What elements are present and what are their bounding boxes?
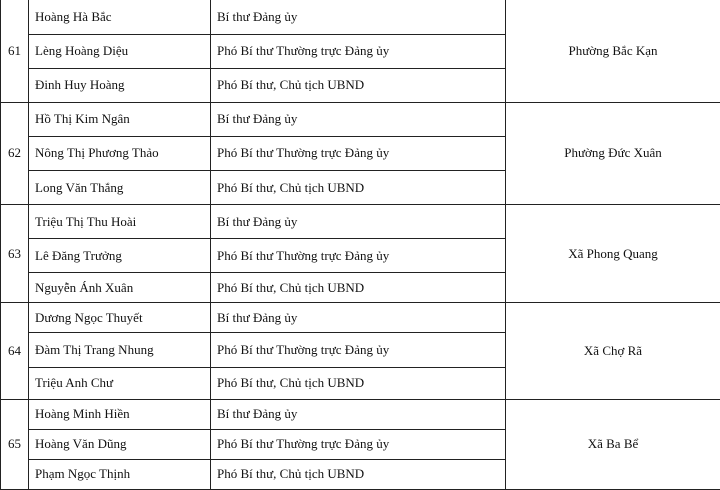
unit-name: Xã Ba Bể — [506, 399, 720, 489]
person-name: Lèng Hoàng Diệu — [29, 34, 211, 68]
table-row — [1, 205, 720, 239]
table-row — [1, 303, 720, 333]
person-position: Phó Bí thư, Chủ tịch UBND — [211, 367, 506, 399]
person-name: Hoàng Minh Hiền — [29, 399, 211, 429]
row-number: 62 — [1, 102, 29, 204]
person-name: Đinh Huy Hoàng — [29, 68, 211, 102]
person-position: Phó Bí thư Thường trực Đảng ủy — [211, 136, 506, 170]
table-row — [1, 399, 720, 429]
person-name: Triệu Thị Thu Hoài — [29, 205, 211, 239]
person-position: Phó Bí thư Thường trực Đảng ủy — [211, 34, 506, 68]
person-position: Phó Bí thư, Chủ tịch UBND — [211, 68, 506, 102]
person-name: Hoàng Văn Dũng — [29, 429, 211, 459]
table-row — [1, 0, 720, 34]
unit-name: Phường Bắc Kạn — [506, 0, 720, 102]
row-number: 61 — [1, 0, 29, 102]
table-row — [1, 102, 720, 136]
person-position: Bí thư Đảng ủy — [211, 102, 506, 136]
person-position: Phó Bí thư Thường trực Đảng ủy — [211, 239, 506, 273]
person-position: Bí thư Đảng ủy — [211, 303, 506, 333]
person-name: Long Văn Thắng — [29, 170, 211, 204]
person-name: Hồ Thị Kim Ngân — [29, 102, 211, 136]
person-name: Nông Thị Phương Thảo — [29, 136, 211, 170]
person-name: Phạm Ngọc Thịnh — [29, 459, 211, 489]
person-position: Bí thư Đảng ủy — [211, 0, 506, 34]
person-position: Bí thư Đảng ủy — [211, 205, 506, 239]
person-name: Dương Ngọc Thuyết — [29, 303, 211, 333]
person-name: Hoàng Hà Bắc — [29, 0, 211, 34]
person-position: Phó Bí thư, Chủ tịch UBND — [211, 170, 506, 204]
personnel-table-body — [1, 0, 720, 490]
person-name: Đàm Thị Trang Nhung — [29, 333, 211, 367]
person-position: Phó Bí thư Thường trực Đảng ủy — [211, 429, 506, 459]
row-number: 65 — [1, 399, 29, 489]
person-position: Phó Bí thư, Chủ tịch UBND — [211, 459, 506, 489]
person-name: Lê Đăng Trưởng — [29, 239, 211, 273]
row-number: 64 — [1, 303, 29, 399]
unit-name: Xã Chợ Rã — [506, 303, 720, 399]
person-position: Phó Bí thư, Chủ tịch UBND — [211, 273, 506, 303]
row-number: 63 — [1, 205, 29, 303]
person-position: Phó Bí thư Thường trực Đảng ủy — [211, 333, 506, 367]
unit-name: Phường Đức Xuân — [506, 102, 720, 204]
unit-name: Xã Phong Quang — [506, 205, 720, 303]
person-position: Bí thư Đảng ủy — [211, 399, 506, 429]
person-name: Triệu Anh Chư — [29, 367, 211, 399]
person-name: Nguyễn Ánh Xuân — [29, 273, 211, 303]
